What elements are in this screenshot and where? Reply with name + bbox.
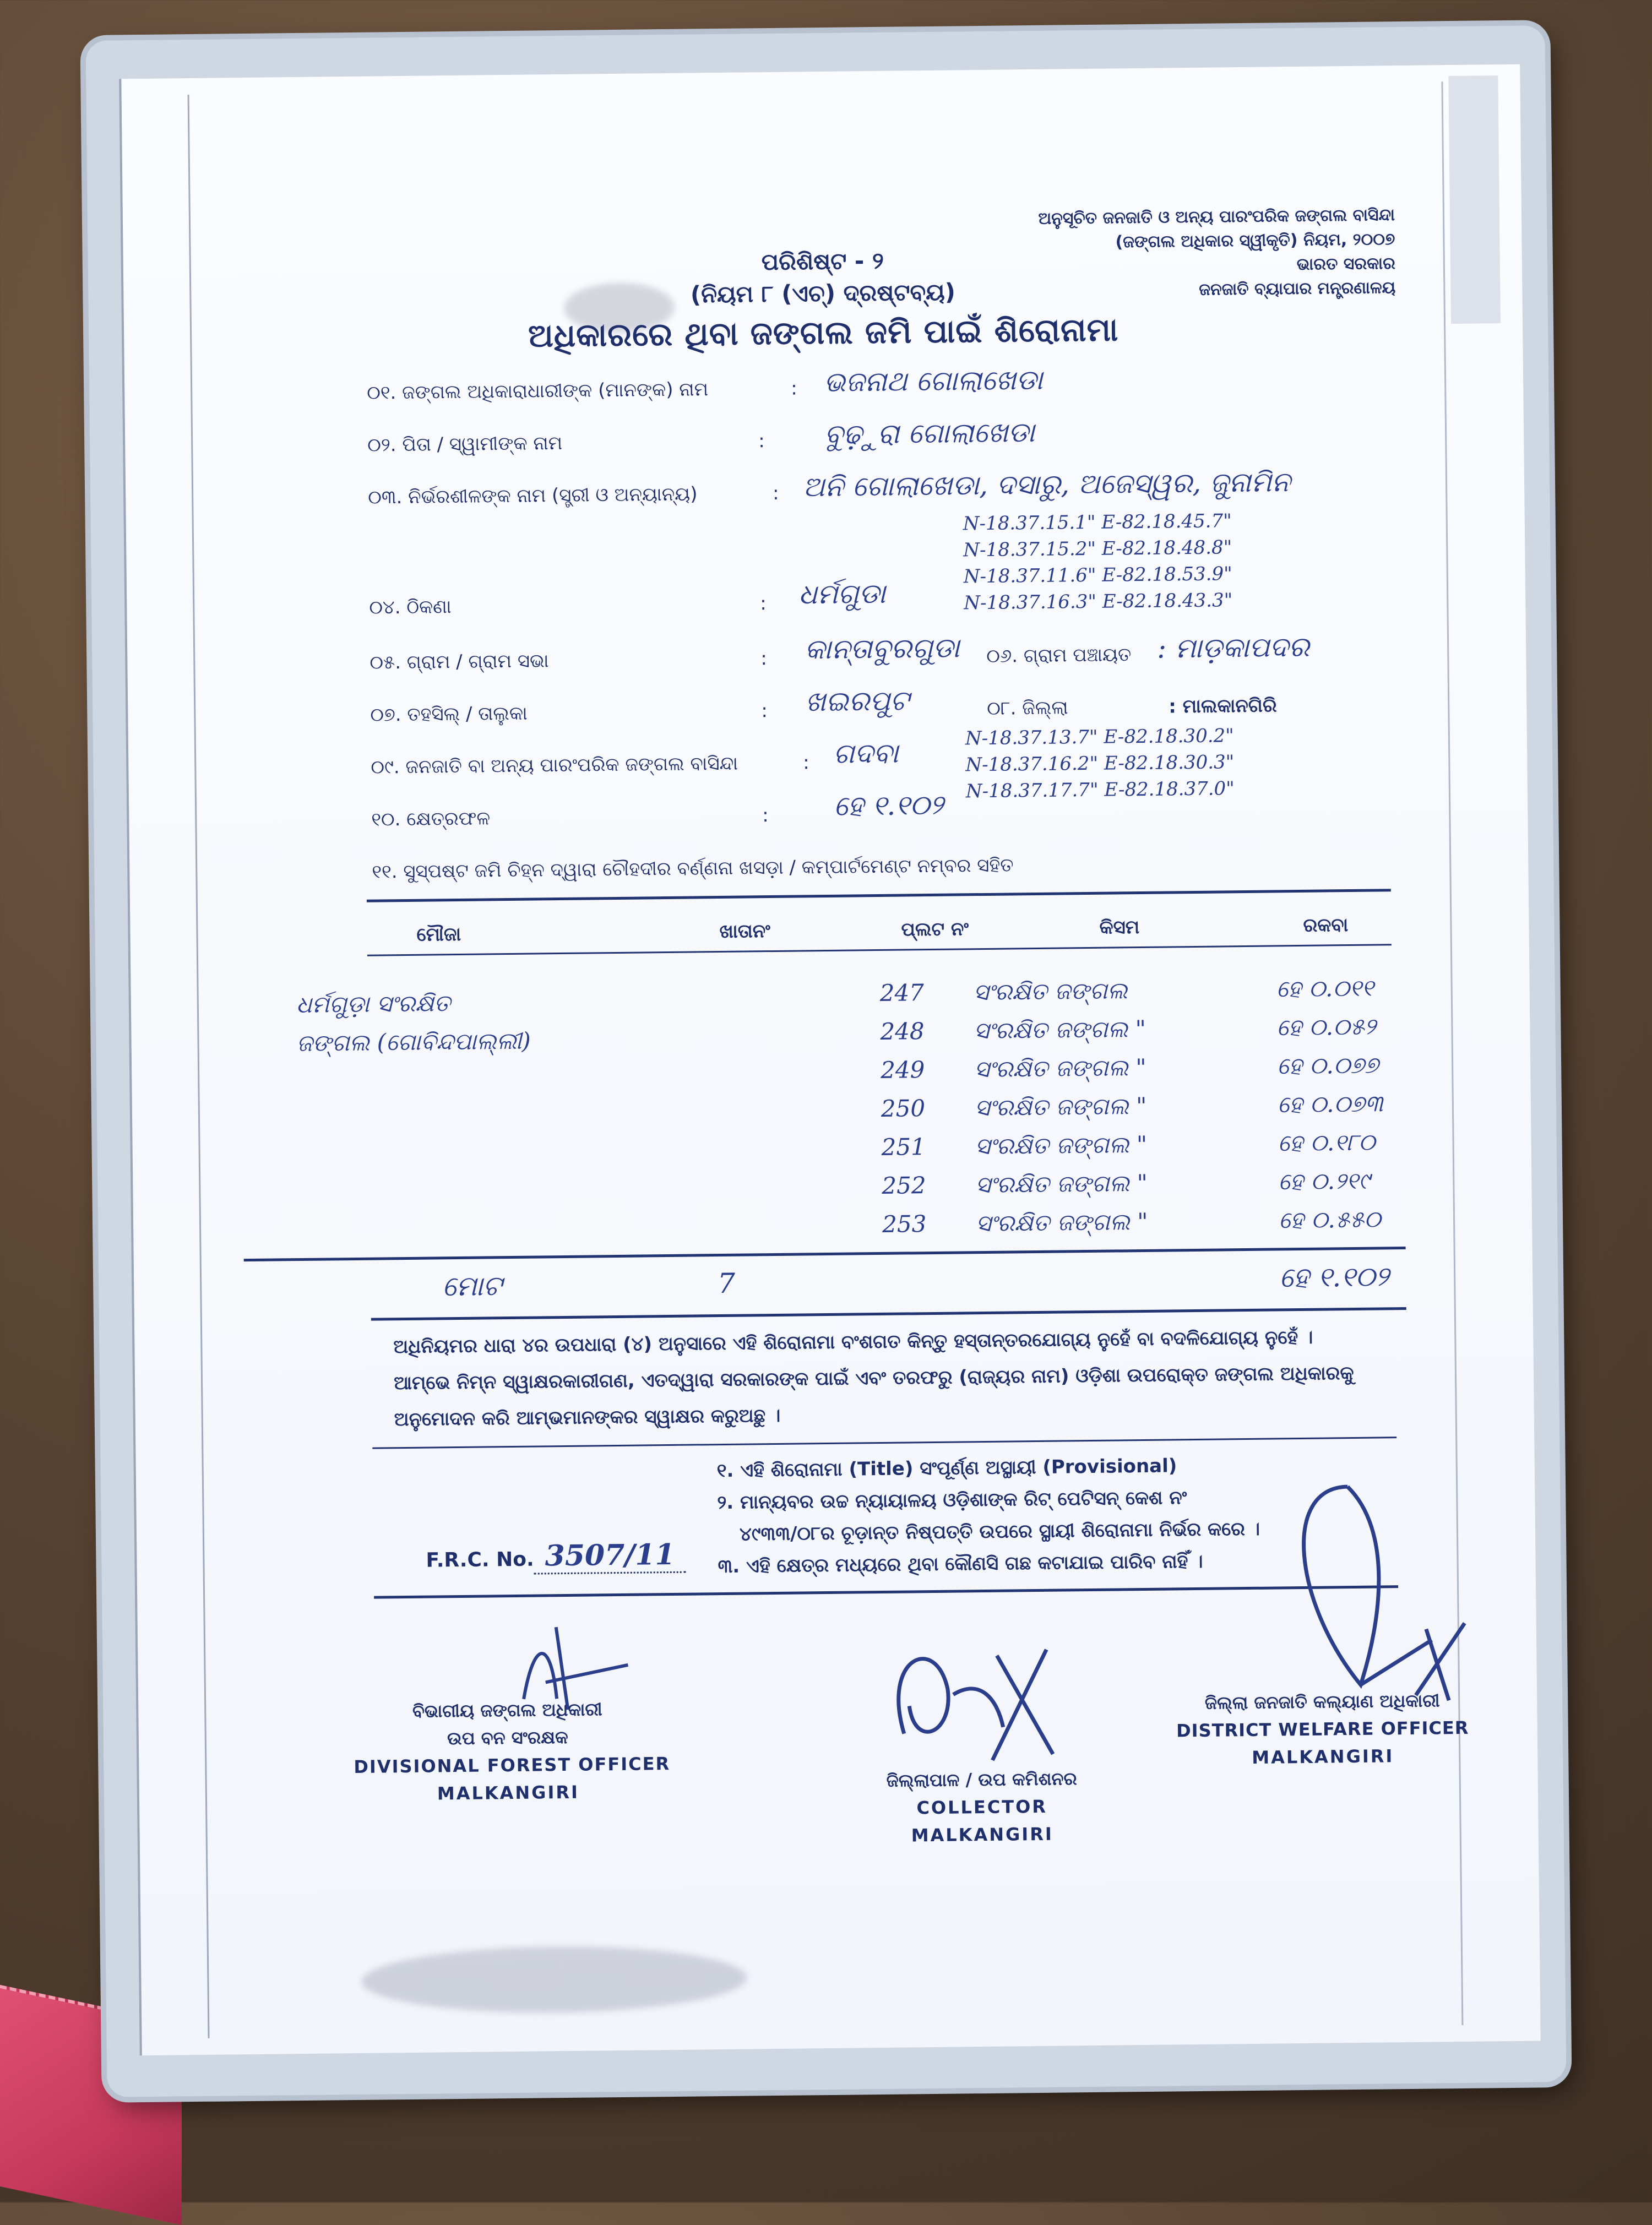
- declaration-line: ଅଧିନିୟମର ଧାରା ୪ର ଉପଧାରା (୪) ଅନୁସାରେ ଏହି ଶିରୋନାମା ବଂଶଗତ କିନ୍ତୁ ହସ୍ତାନ୍ତରଯୋଗ୍ୟ ନୁହେଁ ବା ବଦଳିଯୋଗ୍ୟ ନୁହେଁ ।: [393, 1326, 1313, 1358]
- frc-label: F.R.C. No.: [426, 1548, 534, 1572]
- signatory-line: ଉପ ବନ ସଂରକ୍ଷକ: [447, 1726, 568, 1749]
- rakba-value: ହେ ୦.୦୫୨: [1276, 1013, 1376, 1041]
- signatory-line: COLLECTOR: [916, 1796, 1048, 1819]
- header-line: ଜନଜାତି ବ୍ୟାପାର ମନ୍ତ୍ରଣାଳୟ: [1199, 278, 1396, 300]
- declaration-line: ଅନୁମୋଦନ କରି ଆମ୍ଭମାନଙ୍କର ସ୍ୱାକ୍ଷର କରୁଅଛୁ ।: [394, 1404, 781, 1431]
- table-row: [881, 1051, 925, 1090]
- signatory-line: ଜିଲ୍ଲାପାଳ / ଉପ କମିଶନର: [886, 1768, 1077, 1791]
- colon: :: [760, 648, 768, 670]
- table-row: [882, 1166, 926, 1205]
- th-khata: ଖାତାନଂ: [719, 920, 771, 943]
- table-rule-total-bottom: [371, 1307, 1406, 1321]
- village-value: କାନ୍ତାବୁରଗୁଡା: [804, 632, 960, 666]
- plot-no: 252: [882, 1172, 926, 1199]
- total-count: 7: [717, 1267, 736, 1300]
- kisam-value: ସଂରକ୍ଷିତ ଜଙ୍ଗଲ ": [974, 1053, 1146, 1083]
- kisam-value: ସଂରକ୍ଷିତ ଜଙ୍ଗଲ ": [975, 1169, 1148, 1199]
- district-value: : ମାଲକାନଗିରି: [1169, 694, 1277, 718]
- table-row: [880, 1012, 925, 1051]
- coordinate-list-2: [965, 722, 1235, 804]
- declaration-rule: [372, 1437, 1396, 1449]
- rakba-value: ହେ ୦.୫୫୦: [1278, 1205, 1381, 1234]
- total-label: ମୋଟ: [442, 1270, 503, 1303]
- plot-no: 251: [881, 1133, 926, 1161]
- colon: :: [803, 752, 809, 774]
- field-label-father: ୦୨. ପିତା / ସ୍ୱାମୀଙ୍କ ନାମ: [367, 432, 563, 456]
- rule-reference: (ନିୟମ ୮ (ଏଚ୍) ଦ୍ରଷ୍ଟବ୍ୟ): [690, 278, 956, 308]
- father-name-value: ବୁଢ଼ୁରା ଗୋଲାଖେଡା: [824, 416, 1035, 450]
- dependents-value: ଅନି ଗୋଲାଖେଡା, ଦସାରୁ, ଅଜେସ୍ୱର, ଜୁନାମିନ: [802, 466, 1291, 503]
- panchayat-value: : ମାଡ଼କାପଦର: [1156, 630, 1310, 665]
- kisam-column: [973, 971, 1148, 1243]
- th-rakba: ରକବା: [1303, 914, 1349, 937]
- document-title: ଅଧିକାରରେ ଥିବା ଜଙ୍ଗଲ ଜମି ପାଇଁ ଶିରୋନାମା: [528, 311, 1119, 355]
- plot-no: 248: [880, 1018, 925, 1045]
- field-label-area: ୧୦. କ୍ଷେତ୍ରଫଳ: [371, 807, 491, 831]
- frc-number: [426, 1538, 686, 1574]
- table-row: [881, 1128, 926, 1167]
- area-value: ହେ ୧.୧୦୨: [833, 788, 944, 822]
- plot-no: 250: [881, 1095, 926, 1122]
- condition-line: ୪୯୩୩/୦୮ର ଚୂଡ଼ାନ୍ତ ନିଷ୍ପତ୍ତି ଉପରେ ସ୍ଥାୟୀ ଶିରୋନାମା ନିର୍ଭର କରେ ।: [739, 1517, 1260, 1546]
- coordinate: N-18.37.15.2" E-82.18.48.8": [963, 536, 1232, 562]
- kisam-value: ସଂରକ୍ଷିତ ଜଙ୍ଗଲ ": [975, 1207, 1148, 1237]
- table-rule-total-top: [244, 1247, 1406, 1261]
- signature-collector: [870, 1622, 1103, 1767]
- field-label-village: ୦୫. ଗ୍ରାମ / ଗ୍ରାମ ସଭା: [369, 650, 549, 674]
- document-page: [119, 64, 1540, 2055]
- field-label-district: ୦୮. ଜିଲ୍ଲା: [987, 697, 1068, 720]
- signatory-collector: [827, 1764, 1137, 1850]
- page-border-left: [188, 95, 210, 2038]
- th-kisam: କିସମ: [1099, 916, 1140, 939]
- colon: :: [762, 804, 769, 827]
- condition-line: ୧. ଏହି ଶିରୋନାମା (Title) ସଂପୂର୍ଣ୍ଣ ଅସ୍ଥାୟୀ (Provisional): [716, 1455, 1177, 1482]
- mouza-line: ଜଙ୍ଗଲ (ଗୋବିନ୍ଦପାଲ୍ଲୀ): [296, 1027, 531, 1057]
- field-label-panchayat: ୦୬. ଗ୍ରାମ ପଞ୍ଚାୟତ: [986, 644, 1132, 667]
- field-label-tribe: ୦୯. ଜନଜାତି ବା ଅନ୍ୟ ପାରଂପରିକ ଜଙ୍ଗଲ ବାସିନ୍ଦା: [371, 752, 738, 779]
- mouza-line: ଧର୍ମଗୁଡ଼ା ସଂରକ୍ଷିତ: [296, 989, 451, 1019]
- address-value: ଧର୍ମଗୁଡା: [798, 577, 886, 611]
- field-label-dependents: ୦୩. ନିର୍ଭରଶୀଳଙ୍କ ନାମ (ସ୍ତ୍ରୀ ଓ ଅନ୍ୟାନ୍ୟ): [368, 483, 698, 509]
- table-rule-top: [367, 889, 1391, 902]
- annex-label: ପରିଶିଷ୍ଟ - ୨: [761, 247, 884, 276]
- colon: :: [790, 377, 797, 400]
- tehsil-value: ଖଇରପୁଟ: [805, 684, 910, 718]
- frc-value: 3507/11: [534, 1538, 686, 1575]
- ink-smudge: [361, 1945, 747, 2015]
- signatory-line: MALKANGIRI: [437, 1781, 580, 1804]
- condition-line: ୩. ଏହି କ୍ଷେତ୍ର ମଧ୍ୟରେ ଥିବା କୌଣସି ଗଛ କଟାଯାଇ ପାରିବ ନାହିଁ ।: [718, 1550, 1203, 1578]
- th-plot: ପ୍ଲଟ ନଂ: [901, 918, 969, 941]
- mouza-value: [296, 983, 531, 1063]
- table-row: [879, 973, 924, 1013]
- kisam-value: ସଂରକ୍ଷିତ ଜଙ୍ଗଲ ": [975, 1130, 1148, 1160]
- signatory-line: DISTRICT WELFARE OFFICER: [1176, 1717, 1469, 1742]
- signatory-line: ବିଭାଗୀୟ ଜଙ୍ଗଲ ଅଧିକାରୀ: [412, 1699, 602, 1722]
- rakba-value: ହେ ୦.୦୭୭: [1276, 1051, 1379, 1080]
- coordinate-list: [963, 508, 1233, 616]
- colon: :: [760, 592, 767, 615]
- colon: :: [758, 430, 765, 453]
- table-rule-header: [367, 944, 1392, 956]
- header-line: (ଜଙ୍ଗଲ ଅଧିକାର ସ୍ୱୀକୃତି) ନିୟମ, ୨୦୦୭: [1115, 230, 1395, 252]
- total-area: ହେ ୧.୧୦୨: [1279, 1260, 1389, 1294]
- rakba-value: ହେ ୦.୧୮୦: [1278, 1128, 1376, 1157]
- signatory-line: DIVISIONAL FOREST OFFICER: [354, 1753, 671, 1778]
- holder-name-value: ଭଜନାଥ ଗୋଲାଖେଡା: [823, 363, 1043, 398]
- plot-no: 247: [879, 979, 925, 1007]
- tribe-value: ଗଦବା: [833, 737, 899, 770]
- laminated-sheet: [86, 25, 1567, 2097]
- colon: :: [761, 700, 768, 722]
- header-line: ଭାରତ ସରକାର: [1296, 254, 1396, 274]
- field-label-holder: ୦୧. ଜଙ୍ଗଲ ଅଧିକାରାଧାରୀଙ୍କ (ମାନଙ୍କ) ନାମ: [367, 378, 709, 404]
- declaration-line: ଆମ୍ଭେ ନିମ୍ନ ସ୍ୱାକ୍ଷରକାରୀଗଣ, ଏତଦ୍ୱାରା ସରକାରଙ୍କ ପାଇଁ ଏବଂ ତରଫରୁ (ରାଜ୍ୟର ନାମ) ଓଡ଼ିଶା ଉପରୋକ୍ତ ଜଙ୍ଗଲ ଅଧିକାରକୁ: [393, 1362, 1354, 1395]
- field-label-boundary: ୧୧. ସୁସ୍ପଷ୍ଟ ଜମି ଚିହ୍ନ ଦ୍ୱାରା ଚୌହଦୀର ବର୍ଣ୍ଣନା ଖସଡ଼ା / କମ୍ପାର୍ଟମେଣ୍ଟ ନମ୍ବର ସହିତ: [372, 854, 1014, 883]
- signatory-line: MALKANGIRI: [1252, 1745, 1394, 1768]
- coordinate: N-18.37.15.1" E-82.18.45.7": [963, 510, 1232, 535]
- coordinate: N-18.37.17.7" E-82.18.37.0": [965, 777, 1235, 803]
- plot-column: [879, 973, 926, 1244]
- coordinate: N-18.37.16.3" E-82.18.43.3": [964, 589, 1233, 614]
- condition-line: ୨. ମାନ୍ୟବର ଉଚ୍ଚ ନ୍ୟାୟାଳୟ ଓଡ଼ିଶାଙ୍କ ରିଟ୍ ପେଟିସନ୍ କେଶ ନଂ: [717, 1487, 1187, 1514]
- signatory-line: MALKANGIRI: [911, 1823, 1053, 1846]
- conditions-rule: [374, 1585, 1398, 1598]
- table-row: [882, 1205, 927, 1244]
- table-row: [881, 1089, 926, 1128]
- plot-no: 249: [880, 1056, 925, 1084]
- field-label-address: ୦୪. ଠିକଣା: [369, 596, 452, 619]
- plot-no: 253: [882, 1210, 927, 1238]
- rakba-value: ହେ ୦.୨୧୯: [1278, 1167, 1370, 1195]
- kisam-value: ସଂରକ୍ଷିତ ଜଙ୍ଗଲ ": [974, 1092, 1147, 1122]
- signatory-dwo: [1162, 1687, 1483, 1772]
- declaration: [393, 1319, 1354, 1438]
- signatory-dfo: [353, 1695, 671, 1808]
- signatory-line: ଜିଲ୍ଲା ଜନଜାତି କଲ୍ୟାଣ ଅଧିକାରୀ: [1204, 1690, 1440, 1713]
- kisam-value: ସଂରକ୍ଷିତ ଜଙ୍ଗଲ: [973, 977, 1128, 1006]
- rakba-column: [1276, 969, 1384, 1239]
- kisam-value: ସଂରକ୍ଷିତ ଜଙ୍ଗଲ ": [974, 1015, 1146, 1045]
- rakba-value: ହେ ୦.୦୧୧: [1276, 974, 1374, 1003]
- rakba-value: ହେ ୦.୦୭୩: [1277, 1090, 1383, 1118]
- coordinate: N-18.37.11.6" E-82.18.53.9": [963, 563, 1232, 588]
- coordinate: N-18.37.16.2" E-82.18.30.3": [965, 751, 1235, 776]
- header-line: ଅନୁସୂଚିତ ଜନଜାତି ଓ ଅନ୍ୟ ପାରଂପରିକ ଜଙ୍ଗଲ ବାସିନ୍ଦା: [1038, 205, 1395, 229]
- coordinate: N-18.37.13.7" E-82.18.30.2": [965, 725, 1235, 750]
- colon: :: [772, 482, 779, 504]
- th-mouza: ମୌଜା: [416, 923, 461, 946]
- field-label-tehsil: ୦୭. ତହସିଲ୍ / ତାଲୁକା: [370, 702, 528, 726]
- conditions: [716, 1449, 1260, 1582]
